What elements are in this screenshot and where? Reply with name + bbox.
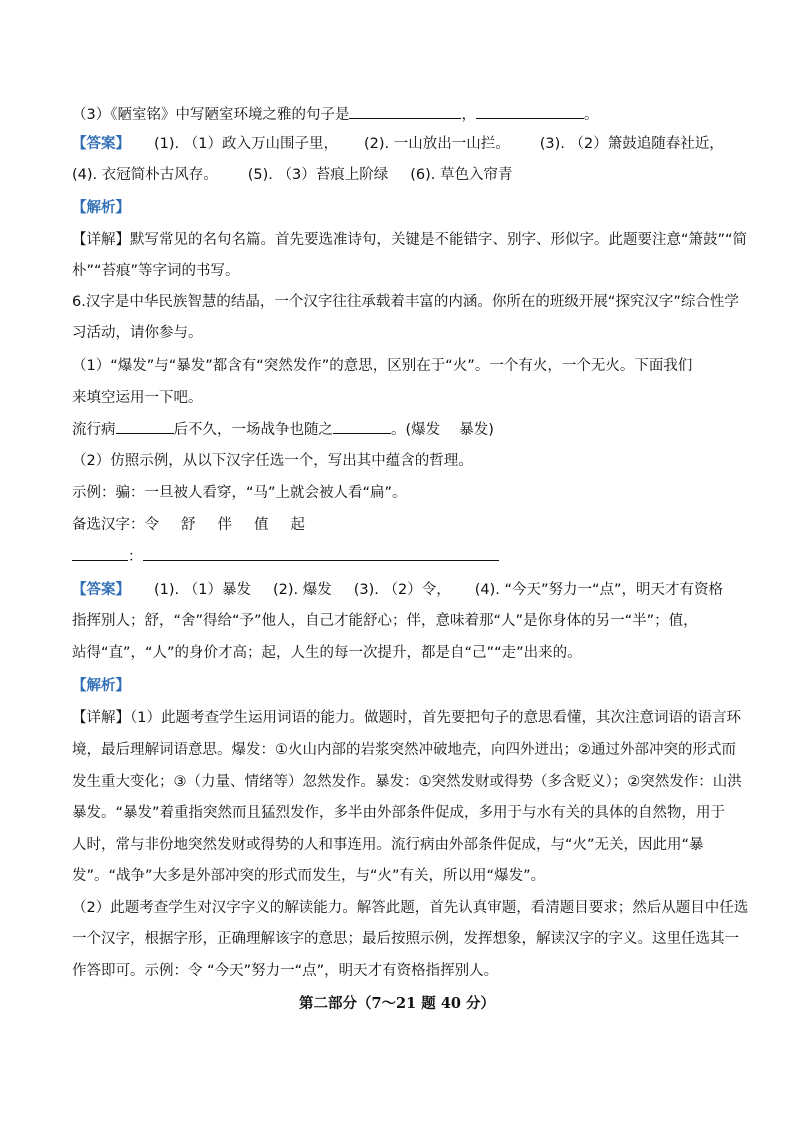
choice-char: 舒 bbox=[181, 517, 196, 533]
answer-item: (1). （1）暴发 bbox=[154, 582, 251, 598]
q6-intro-line1: 6.汉字是中华民族智慧的结晶，一个汉字往往承载着丰富的内涵。你所在的班级开展“探究汉字”综合性学 bbox=[72, 294, 739, 310]
analysis-tag: 【解析】 bbox=[72, 200, 130, 216]
blank-line bbox=[476, 104, 584, 119]
blank-line bbox=[333, 419, 391, 434]
answer-item: (3). （2）令， bbox=[353, 582, 451, 598]
q6-detail-line: 一个汉字，根据字形，正确理解该字的意思；最后按照示例，发挥想象，解读汉字的字义。这里任选其一 bbox=[72, 931, 739, 947]
answer-item: (4). 衣冠简朴古风存。 bbox=[72, 167, 218, 183]
q5-detail-line2: 朴”“苔痕”等字词的书写。 bbox=[72, 263, 240, 279]
q6-detail-line: 境，最后理解词语意思。爆发：①火山内部的岩浆突然冲破地壳，向四外迸出；②通过外部冲突的形式而 bbox=[72, 742, 736, 758]
blank-line bbox=[143, 546, 499, 561]
blank-line bbox=[116, 419, 174, 434]
choice-char: 伴 bbox=[217, 517, 232, 533]
q6-detail-line: （2）此题考查学生对汉字字义的解读能力。解答此题，首先认真审题，看清题目要求；然后从题目中任选 bbox=[72, 900, 749, 916]
analysis-tag: 【解析】 bbox=[72, 678, 130, 694]
answer-item: (2). 一山放出一山拦。 bbox=[363, 136, 510, 152]
choice-char: 起 bbox=[290, 517, 305, 533]
blank-line bbox=[72, 546, 128, 561]
q6-answer-line2: 指挥别人；舒，“舍”得给“予”他人，自己才能舒心；伴，意味着那“人”是你身体的另一“半”；值， bbox=[72, 613, 698, 629]
q5-detail-line1: 【详解】默写常见的名句名篇。首先要选准诗句，关键是不能错字、别字、形似字。此题要注意“箫鼓”“简 bbox=[72, 232, 748, 248]
part2-heading: 第二部分（7～21 题 40 分） bbox=[298, 995, 496, 1012]
q6-detail-line: 人时，常与非份地突然发财或得势的人和事连用。流行病由外部条件促成，与“火”无关，因此用“暴 bbox=[72, 837, 704, 853]
q5-answer-line2 bbox=[72, 165, 513, 185]
q6-sub1-line1: （1）“爆发”与“暴发”都含有“突然发作”的意思，区别在于“火”。一个有火，一个无火。下面我们 bbox=[72, 358, 693, 374]
answer-tag: 【答案】 bbox=[72, 136, 130, 152]
q6-detail-line: 暴发。“暴发”着重指突然而且猛烈发作，多半由外部条件促成，多用于与水有关的具体的自然物，用于 bbox=[72, 805, 726, 821]
answer-item: (6). 草色入帘青 bbox=[410, 167, 513, 183]
answer-item: (4). “今天”努力一“点”，明天才有资格 bbox=[474, 582, 724, 598]
choice-char: 值 bbox=[254, 517, 269, 533]
q6-detail-line: 【详解】（1）此题考查学生运用词语的能力。做题时，首先要把句子的意思看懂，其次注意词语的语言环 bbox=[72, 710, 741, 726]
q5-item3: （3）《陋室铭》中写陋室环境之雅的句子是 ， 。 bbox=[72, 104, 598, 125]
q6-answer-line3: 站得“直”，“人”的身价才高；起，人生的每一次提升，都是自“己”“走”出来的。 bbox=[72, 645, 582, 661]
answer-tag: 【答案】 bbox=[72, 582, 130, 598]
q6-detail-line: 发生重大变化；③（力量、情绪等）忽然发作。暴发：①突然发财或得势（多含贬义）；②突然发作：山洪 bbox=[72, 774, 742, 790]
q6-sub1-line2: 来填空运用一下吧。 bbox=[72, 390, 203, 406]
q6-intro-line2: 习活动，请你参与。 bbox=[72, 325, 203, 341]
q6-detail-line: 发”。“战争”大多是外部冲突的形式而发生，与“火”有关，所以用“爆发”。 bbox=[72, 868, 546, 884]
q5-answer-line1 bbox=[72, 134, 724, 154]
q6-choices bbox=[72, 515, 305, 535]
q6-sub2: （2）仿照示例，从以下汉字任选一个，写出其中蕴含的哲理。 bbox=[72, 453, 473, 469]
answer-item: (1). （1）政入万山围子里， bbox=[154, 136, 338, 152]
q6-fill-sentence: 流行病 后不久，一场战争也随之 。(爆发 暴发) bbox=[72, 419, 494, 440]
answer-item: (3). （2）箫鼓追随春社近， bbox=[539, 136, 724, 152]
blank-line bbox=[349, 104, 461, 119]
choices-label: 备选汉字：令 bbox=[72, 517, 159, 533]
q6-example: 示例：骗：一旦被人看穿，“马”上就会被人看“扁”。 bbox=[72, 485, 407, 501]
q6-answer-blank: ： bbox=[72, 546, 499, 567]
q6-answer-line1 bbox=[72, 580, 723, 600]
answer-item: (5). （3）苔痕上阶绿 bbox=[247, 167, 389, 183]
q6-detail-line: 作答即可。示例：令 “今天”努力一“点”，明天才有资格指挥别人。 bbox=[72, 963, 499, 979]
answer-item: (2). 爆发 bbox=[272, 582, 332, 598]
